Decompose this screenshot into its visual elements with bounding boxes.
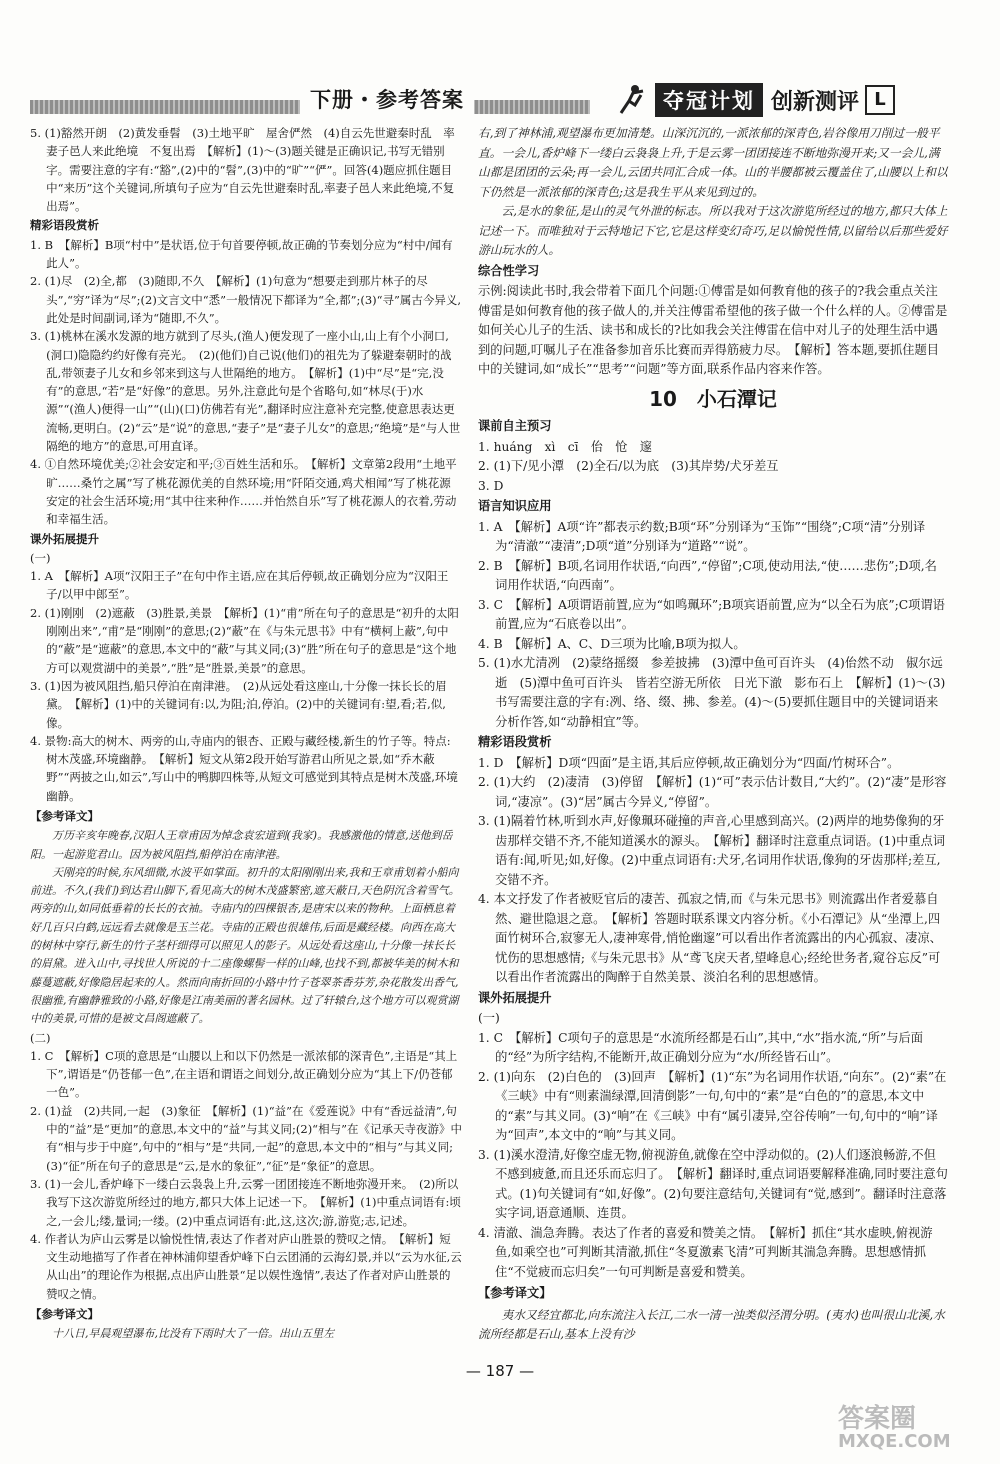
text-paragraph: 示例:阅读此书时,我会带着下面几个问题:①傅雷是如何教育他的孩子的?我会重点关注傅雷是如何教育他的孩子做人的,并关注傅雷希望他的孩子做一个什么样的人。②傅雷是如何关心儿子的生活、读书和成长的?比如我会关注傅雷在信中对儿子的处理生活中遇到的问题,叮嘱儿子在准备参加音乐比赛而弄得筋疲力尽。 【解析】答本题,要抓住题目中的关键词,如“成长”“思考”“问题”等方面,联系作品内容来作答。 (478, 284, 948, 376)
translation-paragraph: 夷水又经宜都北,向东流注入长江,二水一清一浊类似泾渭分明。(夷水)也叫很山北溪,水流所经都是石山,基本上没有沙 (478, 1307, 945, 1341)
brand-main: 夺冠计划 (655, 83, 763, 117)
section-heading: 综合性学习 (478, 263, 540, 278)
answer-item: 5. (1)水尤清冽 (2)蒙络摇缀 参差披拂 (3)潭中鱼可百许头 (4)佁然不动 俶尔远逝 (5)潭中鱼可百许头 皆若空游无所依 日光下澈 影布石上 【解析】(1)～(3)书写需要注意的字有:冽、络、缀、拂、参差。(4)～(5)要抓住题目中的关键词语来分析作答,如“动静相宜”等。 (478, 656, 946, 729)
answer-item: 4. 景物:高大的树木、两旁的山,寺庙内的银杏、正殿与藏经楼,新生的竹子等。特点:树木茂盛,环境幽静。 【解析】短文从第2段开始写游君山所见之景,如“乔木蔽野”“两披之山,如云”,写山中的鸭脚四株等,从短文可感觉到其特点是树木茂盛,环境幽静。 (30, 733, 458, 803)
translation-paragraph: 云,是水的象征,是山的灵气外泄的标志。所以我对于这次游览所经过的地方,都只大体上记述一下。而唯独对于云特地记下它,它是这样变幻奇巧,足以愉悦性情,以留给以后那些爱好游山玩水的人。 (478, 204, 948, 257)
answer-item: 2. (1)下/见小潭 (2)全石/以为底 (3)其岸势/犬牙差互 (478, 459, 779, 473)
translation-paragraph: 天刚亮的时候,东风细微,水波平如掌面。初升的太阳刚刚出来,我和王章甫划着小船向前进。不久,(我们)到达君山脚下,看见高大的树木茂盛繁密,遮天蔽日,天色阴沉含着雪气。两旁的山,如同低垂着的长长的衣袖。寺庙内的四棵银杏,是唐宋以来的物种。上面栖息着好几百只白鹤,远远看去就像是玉兰花。寺庙的正殿也很雄伟,后面是藏经楼。向西在高大的树林中穿行,新生的竹子茎杆细得可以照见人的影子。从远处看这座山,十分像一抹长长的眉黛。进入山中,寻找世人所说的十二座像螺髻一样的山峰,也找不到,都被华美的树木和藤蔓遮蔽,好像隐居起来的人。然而向南折回的小路中竹子苍翠茶香芬芳,杂花散发出香气,很幽雅,有幽静雅致的小路,好像是江南美丽的著名园林。过了轩辕台,这个地方可以观赏湖中的美景,可惜的是被文昌阁遮蔽了。 (30, 865, 460, 1026)
section-heading: 精彩语段赏析 (478, 735, 552, 749)
section-heading: 课外拓展提升 (30, 531, 99, 546)
answer-item: 3. C 【解析】A项谓语前置,应为“如鸣珮环”;B项宾语前置,应为“以全石为底”;C项谓语前置,应为“石底卷以出”。 (478, 597, 945, 631)
left-column (30, 124, 462, 1344)
page-number: — 187 — (465, 1362, 535, 1380)
answer-item: 3. D (478, 478, 504, 493)
answer-item: 2. (1)尽 (2)全,都 (3)随即,不久 【解析】(1)句意为“想要走到那片林子的尽头”,“穷”译为“尽”;(2)文言文中“悉”一般情况下都译为“全,都”;(3)“寻”属古今异义,此处是时间副词,译为“随即,不久”。 (30, 274, 462, 325)
answer-item: 3. (1)隔着竹林,听到水声,好像珮环碰撞的声音,心里感到高兴。(2)两岸的地势像狗的牙齿那样交错不齐,不能知道溪水的源头。 【解析】翻译时注意重点词语。(1)中重点词语有:闻,听见;如,好像。(2)中重点词语有:犬牙,名词用作状语,像狗的牙齿那样;差互,交错不齐。 (478, 814, 946, 887)
reference-heading: 【参考译文】 (478, 1286, 552, 1300)
answer-item: 3. (1)一会儿,香炉峰下一缕白云袅袅上升,云雾一团团接连不断地弥漫开来。 (2)所以我写下这次游览所经过的地方,都只大体上记述一下。 【解析】(1)中重点词语有:顷之,一会儿;缕,量词;一缕。(2)中重点词语有:此,这,这次;游,游览;志,记述。 (30, 1176, 461, 1228)
runner-logo-icon (615, 83, 649, 117)
reference-heading: 【参考译文】 (30, 1307, 99, 1321)
answer-item: 2. (1)益 (2)共同,一起 (3)象征 【解析】(1)“益”在《爱莲说》中有“香远益清”,句中的“益”是“更加”的意思,本文中的“益”与其义同;(2)“相与”在《记承天寺夜游》中有“相与步于中庭”,句中的“相与”是“共同,一起”的意思,本文中的“相与”与其义同;(3)“征”所在句子的意思是“云,是水的象征”,“征”是“象征”的意思。 (30, 1103, 462, 1173)
answer-item: 1. D 【解析】D项“四面”是主语,其后应停顿,故正确划分为“四面/竹树环合”。 (478, 755, 900, 770)
section-heading: 课外拓展提升 (478, 990, 552, 1005)
answer-item: 4. 清澈、湍急奔腾。表达了作者的喜爱和赞美之情。 【解析】抓住“其水虚映,俯视游鱼,如乘空也”可判断其清澈,抓住“冬夏激素飞清”可判断其湍急奔腾。思想感情抓住“不觉疲而忘归矣”一句可判断是喜爱和赞美。 (478, 1225, 933, 1279)
answer-item: 3. (1)溪水澄清,好像空虚无物,俯视游鱼,就像在空中浮动似的。(2)人们逐浪畅游,不但不感到疲惫,而且还乐而忘归了。 【解析】翻译时,重点词语要解释准确,同时要注意句式。(1)句关键词有“如,好像”。(2)句要注意结句,关键词有“觉,感到”。翻译时注意落实字词,语意通顺、连贯。 (478, 1147, 948, 1220)
answer-item: 5. (1)豁然开朗 (2)黄发垂髫 (3)土地平旷 屋舍俨然 (4)自云先世避秦时乱 率妻子邑人来此绝境 不复出焉 【解析】(1)～(3)题关键是正确识记,书写无错别字。需要注意的字有:“豁”,(2)中的“髫”,(3)中的“旷”“俨”。回答(4)题应抓住题目中“来历”这个关键词,所填句子应为“自云先世避秦时乱,率妻子邑人来此绝境,不复出焉”。 (30, 126, 455, 214)
answer-item: 1. B 【解析】B项“村中”是状语,位于句首要停顿,故正确的节奏划分应为“村中/闻有此人”。 (30, 237, 453, 271)
answer-item: 4. B 【解析】A、C、D三项为比喻,B项为拟人。 (478, 636, 746, 651)
answer-item: 3. (1)因为被风阻挡,船只停泊在南津港。 (2)从远处看这座山,十分像一抹长长的眉黛。 【解析】(1)中的关键词有:以,为阻;泊,停泊。(2)中的关键词有:望,看;若,似,像。 (30, 678, 447, 730)
text-paragraph: (二) (30, 1030, 51, 1045)
watermark-line1: 答案圈 (838, 1404, 917, 1434)
translation-paragraph: 万历辛亥年晚春,汉阳人王章甫因为悼念袁宏道到(我家)。我感激他的情意,送他到岳阳。一起游览君山。因为被风阻挡,船停泊在南津港。 (30, 829, 453, 861)
text-paragraph: (一) (478, 1011, 500, 1025)
answer-item: 1. A 【解析】A项“汉阳王子”在句中作主语,应在其后停顿,故正确划分应为“汉阳王子/以甲中郎至”。 (30, 569, 449, 602)
translation-paragraph: 十八日,早晨观望瀑布,比没有下雨时大了一倍。出山五里左 (52, 1327, 334, 1341)
chapter-title: 10 小石潭记 (649, 386, 777, 411)
translation-paragraph: 右,到了神林浦,观望瀑布更加清楚。山深沉沉的,一派浓郁的深青色,岩谷像用刀削过一般平直。一会儿,香炉峰下一缕白云袅袅上升,于是云雾一团团接连不断地弥漫开来;又一会儿,满山都是团团的云朵;再一会儿,云团共同汇合成一体。山的半腰都被云覆盖住了,山腰以上和以下仍然是一派浓郁的深青色;这是我生平从来见到过的。 (478, 126, 948, 199)
header-title: 下册・参考答案 (300, 84, 474, 114)
watermark-line2: MXQE.COM (838, 1431, 951, 1452)
answer-item: 4. 作者认为庐山云雾是以愉悦性情,表达了作者对庐山胜景的赞叹之情。 【解析】短文生动地描写了作者在神林浦仰望香炉峰下白云团涌的云海幻景,并以“云为水征,云从山出”的理论作为根据,点出庐山胜景“足以娱性逸情”,表达了作者对庐山胜景的赞叹之情。 (30, 1231, 462, 1301)
answer-item: 4. 本文抒发了作者被贬官后的凄苦、孤寂之情,而《与朱元思书》则流露出作者爱慕自然、避世隐退之意。 【解析】答题时联系课文内容分析。《小石潭记》从“坐潭上,四面竹树环合,寂寥无人,凄神寒骨,悄怆幽邃”可以看出作者流露出的内心孤寂、凄凉、忧伤的思想感情;《与朱元思书》从“鸢飞戾天者,望峰息心;经纶世务者,窥谷忘反”可以看出作者流露出的陶醉于自然美景、淡泊名利的思想感情。 (478, 892, 942, 984)
right-column (478, 124, 948, 1345)
answer-item: 2. B 【解析】B项,名词用作状语,“向西”,“停留”;C项,使动用法,“使……悲伤”;D项,名词用作状语,“向西南”。 (478, 558, 937, 592)
answer-item: 2. (1)刚刚 (2)遮蔽 (3)胜景,美景 【解析】(1)“甫”所在句子的意思是“初升的太阳刚刚出来”,“甫”是“刚刚”的意思;(2)“蔽”在《与朱元思书》中有“横柯上蔽”,句中的“蔽”是“遮蔽”的意思,本文中的“蔽”与其义同;(3)“胜”所在句子的意思是“这个地方可以观赏湖中的美景”,“胜”是“胜景,美景”的意思。 (30, 605, 459, 675)
page-header (30, 82, 980, 122)
answer-item: 2. (1)大约 (2)凄清 (3)停留 【解析】(1)“可”表示估计数目,“大约”。(2)“凄”是形容词,“凄凉”。(3)“居”属古今异义,“停留”。 (478, 775, 947, 809)
answer-item: 1. C 【解析】C项的意思是“山腰以上和以下仍然是一派浓郁的深青色”,主语是“其上下”,谓语是“仍苍郁一色”,在主语和谓语之间划分,故正确划分应为“其上下/仍苍郁一色”。 (30, 1048, 458, 1100)
answer-item: 1. C 【解析】C项句子的意思是“水流所经都是石山”,其中,“水”指水流,“所”与后面的“经”为所字结构,不能断开,故正确划分应为“水/所经皆石山”。 (478, 1030, 923, 1064)
answer-item: 1. A 【解析】A项“许”都表示约数;B项“环”分别译为“玉饰”“围绕”;C项“清”分别译为“清澈”“凄清”;D项“道”分别译为“道路”“说”。 (478, 519, 926, 553)
brand (615, 82, 895, 118)
answer-item: 3. (1)桃林在溪水发源的地方就到了尽头,(渔人)便发现了一座小山,山上有个小洞口,(洞口)隐隐约约好像有亮光。 (2)(他们)自己说(他们)的祖先为了躲避秦朝时的战乱,带领妻子儿女和乡邻来到这与人世隔绝的地方。 【解析】(1)中“尽”是“完,没有”的意思,“若”是“好像”的意思。另外,注意此句是个省略句,如“林尽(于)水源”“(渔人)便得一山”“(山)(口)仿佛若有光”,翻译时应注意补充完整,使意思表达更流畅,更明白。(2)“云”是“说”的意思,“妻子”是“妻子儿女”的意思;“绝境”是“与人世隔绝的地方”的意思,可用直译。 (30, 329, 461, 454)
answer-item: 1. huáng xì cī 佁 怆 邃 (478, 439, 652, 454)
brand-sub: 创新测评 (771, 89, 860, 115)
section-heading: 语言知识应用 (478, 499, 552, 513)
site-watermark (838, 1398, 988, 1458)
section-heading: 课前自主预习 (478, 419, 552, 433)
answer-item: 4. ①自然环境优美;②社会安定和平;③百姓生活和乐。 【解析】文章第2段用“土地平旷……桑竹之属”写了桃花源优美的自然环境;用“阡陌交通,鸡犬相闻”写了桃花源安定的社会生活环境;用“其中往来种作……并怡然自乐”写了桃花源人的衣着,劳动和幸福生活。 (30, 457, 457, 527)
answer-item: 2. (1)向东 (2)白色的 (3)回声 【解析】(1)“东”为名词用作状语,“向东”。(2)“素”在《三峡》中有“则素湍绿潭,回清倒影”一句,句中的“素”是“白色的”的意思,本文中的“素”与其义同。(3)“响”在《三峡》中有“属引凄异,空谷传响”一句,句中的“响”译为“回声”,本文中的“响”与其义同。 (478, 1069, 947, 1142)
brand-badge: L (865, 85, 895, 115)
section-heading: 精彩语段赏析 (30, 218, 99, 233)
reference-heading: 【参考译文】 (30, 808, 99, 823)
text-paragraph: (一) (30, 550, 51, 565)
